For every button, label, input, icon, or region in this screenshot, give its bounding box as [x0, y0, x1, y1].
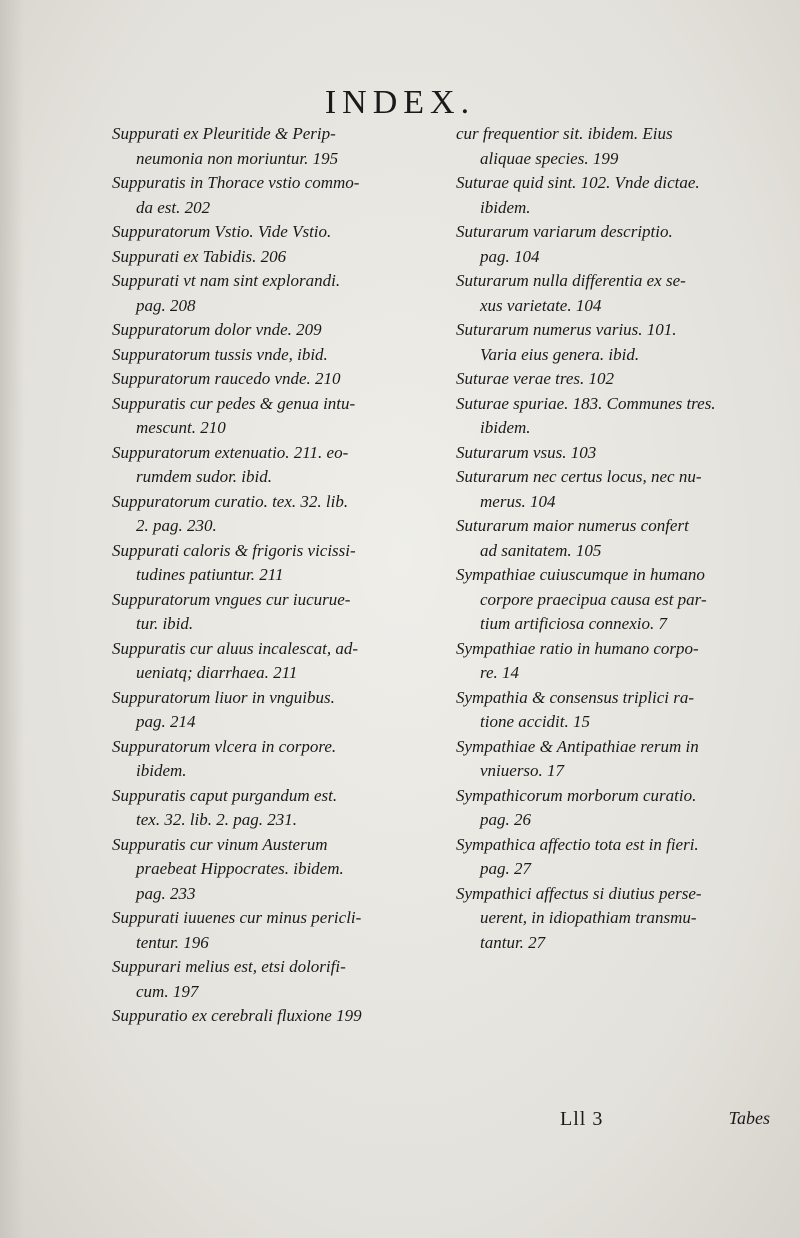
- index-entry-line: Suturarum nec certus locus, nec nu-: [456, 467, 702, 486]
- index-entry: [112, 588, 432, 637]
- index-entry: [456, 367, 786, 392]
- index-entry-line: ibidem.: [480, 197, 531, 217]
- index-entry-line: Suppuratis caput purgandum est.: [112, 785, 338, 805]
- index-entry-line: 2. pag. 230.: [136, 516, 217, 535]
- index-entry-line: Sympathiae & Antipathiae rerum in: [456, 736, 699, 756]
- index-entry-line: ad sanitatem. 105: [480, 540, 602, 560]
- index-entry: [112, 367, 432, 392]
- index-entry-line: xus varietate. 104: [480, 295, 602, 315]
- index-entry-line: Suppurati ex Pleuritide & Perip-: [112, 124, 336, 143]
- index-entry: [112, 1004, 432, 1029]
- catchword: Tabes: [728, 1108, 770, 1128]
- index-entry-line: Suppuratorum raucedo vnde. 210: [112, 369, 341, 388]
- index-entry-line: tium artificiosa connexio. 7: [480, 614, 667, 633]
- page-footer: [560, 1108, 770, 1131]
- index-entry-line: re. 14: [480, 663, 520, 682]
- index-entry-line: tudines patiuntur. 211: [136, 565, 284, 584]
- index-entry: [456, 441, 786, 466]
- index-entry-line: vniuerso. 17: [480, 761, 565, 780]
- index-entry-line: Suturae spuriae. 183. Communes tres.: [456, 393, 716, 413]
- index-entry: [112, 220, 432, 245]
- index-entry: [456, 318, 786, 367]
- index-entry-line: tur. ibid.: [136, 614, 194, 633]
- index-entry-line: Suppurati ex Tabidis. 206: [112, 246, 287, 266]
- index-entry: [112, 318, 432, 343]
- index-entry-line: ibidem.: [480, 418, 531, 437]
- index-entry-line: Suppuratorum curatio. tex. 32. lib.: [112, 491, 349, 511]
- index-entry: [112, 539, 432, 588]
- index-entry-line: tione accidit. 15: [480, 712, 591, 731]
- index-entry-line: Suppuratis cur aluus incalescat, ad-: [112, 638, 359, 658]
- index-entry-line: Suppuratis cur vinum Austerum: [112, 834, 328, 854]
- index-entry-line: Suturae quid sint. 102. Vnde dictae.: [456, 173, 700, 192]
- index-entry-line: rumdem sudor. ibid.: [136, 467, 273, 486]
- index-entry-line: pag. 233: [136, 883, 196, 903]
- index-entry-line: merus. 104: [480, 491, 556, 511]
- page-gutter-shadow: [0, 0, 24, 1238]
- index-entry-line: tex. 32. lib. 2. pag. 231.: [136, 810, 298, 829]
- index-entry-line: Suppurati caloris & frigoris vicissi-: [112, 540, 356, 560]
- signature-mark: Lll 3: [560, 1108, 604, 1130]
- index-entry-line: Suppuratorum dolor vnde. 209: [112, 320, 322, 339]
- index-entry: [456, 784, 786, 833]
- index-entry-line: praebeat Hippocrates. ibidem.: [136, 859, 344, 878]
- index-entry: [112, 392, 432, 441]
- index-entry: [456, 392, 786, 441]
- index-entry: [112, 490, 432, 539]
- index-entry-line: mescunt. 210: [136, 418, 226, 437]
- index-entry-line: tentur. 196: [136, 932, 209, 952]
- index-entry: [112, 269, 432, 318]
- index-entry-line: Suppuratorum vlcera in corpore.: [112, 736, 337, 756]
- index-entry-line: ibidem.: [136, 761, 187, 780]
- index-entry: [456, 171, 786, 220]
- index-entry: [112, 637, 432, 686]
- index-entry: [456, 563, 786, 637]
- index-entry-line: cur frequentior sit. ibidem. Eius: [456, 124, 673, 143]
- index-entry-line: Varia eius genera. ibid.: [480, 344, 640, 364]
- index-entry-line: pag. 26: [480, 810, 531, 829]
- index-entry-line: Suppuratorum tussis vnde, ibid.: [112, 344, 328, 364]
- index-entry: [456, 882, 786, 956]
- index-entry: [112, 833, 432, 907]
- index-entry-line: Suppurati iuuenes cur minus pericli-: [112, 908, 362, 927]
- index-entry-line: ueniatq; diarrhaea. 211: [136, 663, 298, 682]
- index-entry: [456, 122, 786, 171]
- index-entry-line: Suppuratorum extenuatio. 211. eo-: [112, 442, 349, 462]
- index-entry-line: Suppuratorum liuor in vnguibus.: [112, 687, 335, 707]
- page-heading: INDEX.: [324, 84, 476, 121]
- index-entry-line: Sympathiae cuiuscumque in humano: [456, 565, 705, 584]
- index-entry: [112, 784, 432, 833]
- index-entry-line: Sympathicorum morborum curatio.: [456, 785, 697, 805]
- index-entry-line: Suturarum maior numerus confert: [456, 516, 689, 535]
- index-entry-line: Suturae verae tres. 102: [456, 369, 615, 388]
- index-column-left: [112, 122, 432, 1029]
- index-entry-line: Suppuratorum vngues cur iucurue-: [112, 589, 351, 609]
- index-entry: [456, 735, 786, 784]
- index-entry-line: Sympathia & consensus triplici ra-: [456, 687, 694, 707]
- index-entry-line: uerent, in idiopathiam transmu-: [480, 908, 697, 927]
- index-entry-line: Suppuratio ex cerebrali fluxione 199: [112, 1006, 362, 1025]
- index-entry-line: pag. 104: [480, 246, 540, 266]
- index-entry-line: neumonia non moriuntur. 195: [136, 148, 339, 168]
- index-entry-line: Suppuratis in Thorace vstio commo-: [112, 173, 360, 192]
- index-entry: [456, 465, 786, 514]
- index-entry: [456, 833, 786, 882]
- index-entry-line: Suppurati vt nam sint explorandi.: [112, 271, 341, 290]
- index-entry-line: da est. 202: [136, 197, 211, 217]
- index-entry-line: Suturarum numerus varius. 101.: [456, 320, 677, 339]
- index-entry-line: Sympathici affectus si diutius perse-: [456, 883, 702, 903]
- index-entry: [112, 735, 432, 784]
- index-entry: [112, 686, 432, 735]
- index-entry: [112, 441, 432, 490]
- index-entry: [112, 245, 432, 270]
- index-entry-line: Sympathica affectio tota est in fieri.: [456, 834, 699, 854]
- index-entry-line: pag. 214: [136, 712, 196, 731]
- index-entry-line: aliquae species. 199: [480, 148, 619, 168]
- index-entry-line: pag. 27: [480, 859, 531, 878]
- index-entry-line: Suturarum nulla differentia ex se-: [456, 271, 686, 290]
- index-entry-line: corpore praecipua causa est par-: [480, 589, 707, 609]
- index-column-right: [456, 122, 786, 955]
- index-entry-line: Suturarum vsus. 103: [456, 442, 597, 462]
- index-entry-line: tantur. 27: [480, 932, 546, 952]
- index-entry: [456, 220, 786, 269]
- index-entry-line: pag. 208: [136, 295, 196, 315]
- index-entry: [456, 514, 786, 563]
- index-entry: [112, 343, 432, 368]
- index-entry-line: Suturarum variarum descriptio.: [456, 222, 673, 241]
- index-entry-line: Sympathiae ratio in humano corpo-: [456, 638, 699, 658]
- index-entry: [112, 122, 432, 171]
- index-entry-line: Suppurari melius est, etsi dolorifi-: [112, 957, 346, 976]
- index-entry-line: Suppuratorum Vstio. Vide Vstio.: [112, 222, 332, 241]
- index-entry-line: Suppuratis cur pedes & genua intu-: [112, 393, 356, 413]
- index-entry: [456, 686, 786, 735]
- index-entry: [456, 637, 786, 686]
- index-entry-line: cum. 197: [136, 981, 199, 1001]
- index-entry: [112, 906, 432, 955]
- index-entry: [112, 171, 432, 220]
- index-entry: [456, 269, 786, 318]
- index-entry: [112, 955, 432, 1004]
